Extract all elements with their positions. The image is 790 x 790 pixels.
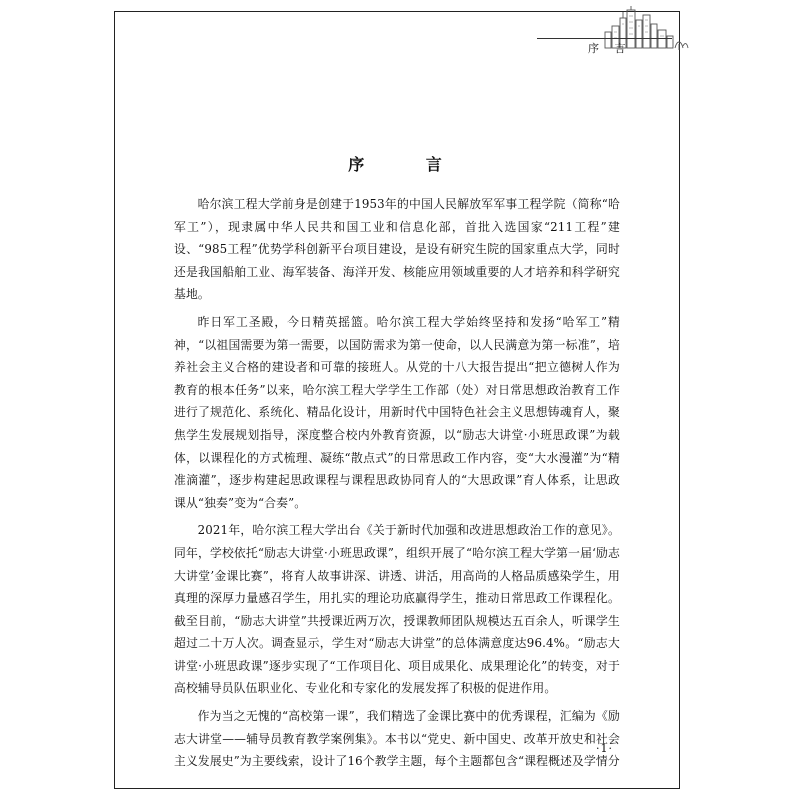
paragraph: 哈尔滨工程大学前身是创建于1953年的中国人民解放军军事工程学院（简称“哈军工”），现隶属中华人民共和国工业和信息化部，首批入选国家“211工程”建设、“985工程”优势学科创新平台项目建设，是设有研究生院的国家重点大学，同时还是我国船舶工业、海军装备、海洋开发、核能应用领域重要的人才培养和科学研究基地。 (174, 197, 620, 302)
page-title: 序 言 (348, 155, 470, 174)
paragraph: 作为当之无愧的“高校第一课”，我们精选了金课比赛中的优秀课程，汇编为《励志大讲堂——辅导员教育教学案例集》。本书以“党史、新中国史、改革开放史和社会主义发展史”为主要线索，设计了16个教学主题，每个主题都包含“课程概述及学情分 (174, 709, 620, 769)
running-head: 序 言 (588, 42, 632, 55)
page-number: ·1· (596, 742, 613, 755)
body-text (174, 193, 620, 778)
header-rule (537, 38, 672, 39)
paragraph: 昨日军工圣殿，今日精英摇篮。哈尔滨工程大学始终坚持和发扬“哈军工”精神，“以祖国需要为第一需要，以国防需求为第一使命，以人民满意为第一标准”，培养社会主义合格的建设者和可靠的接班人。从党的十八大报告提出“把立德树人作为教育的根本任务”以来，哈尔滨工程大学学生工作部（处）对日常思想政治教育工作进行了规范化、系统化、精品化设计，用新时代中国特色社会主义思想铸魂育人，聚焦学生发展规划指导，深度整合校内外教育资源，以“励志大讲堂·小班思政课”为载体，以课程化的方式梳理、凝练“散点式”的日常思政工作内容，变“大水漫灌”为“精准滴灌”，逐步构建起思政课程与课程思政协同育人的“大思政课”育人体系，让思政课从“独奏”变为“合奏”。 (174, 314, 620, 510)
paragraph: 2021年，哈尔滨工程大学出台《关于新时代加强和改进思想政治工作的意见》。同年，学校依托“励志大讲堂·小班思政课”，组织开展了“哈尔滨工程大学第一届‘励志大讲堂’金课比赛”，将育人故事讲深、讲透、讲活，用高尚的人格品质感染学生，用真理的深厚力量感召学生，用扎实的理论功底赢得学生，推动日常思政工作课程化。截至目前，“励志大讲堂”共授课近两万次，授课教师团队规模达五百余人，听课学生超过二十万人次。调查显示，学生对“励志大讲堂”的总体满意度达96.4%。“励志大讲堂·小班思政课”逐步实现了“工作项目化、项目成果化、成果理论化”的转变，对于高校辅导员队伍职业化、专业化和专家化的发展发挥了积极的促进作用。 (174, 523, 620, 696)
